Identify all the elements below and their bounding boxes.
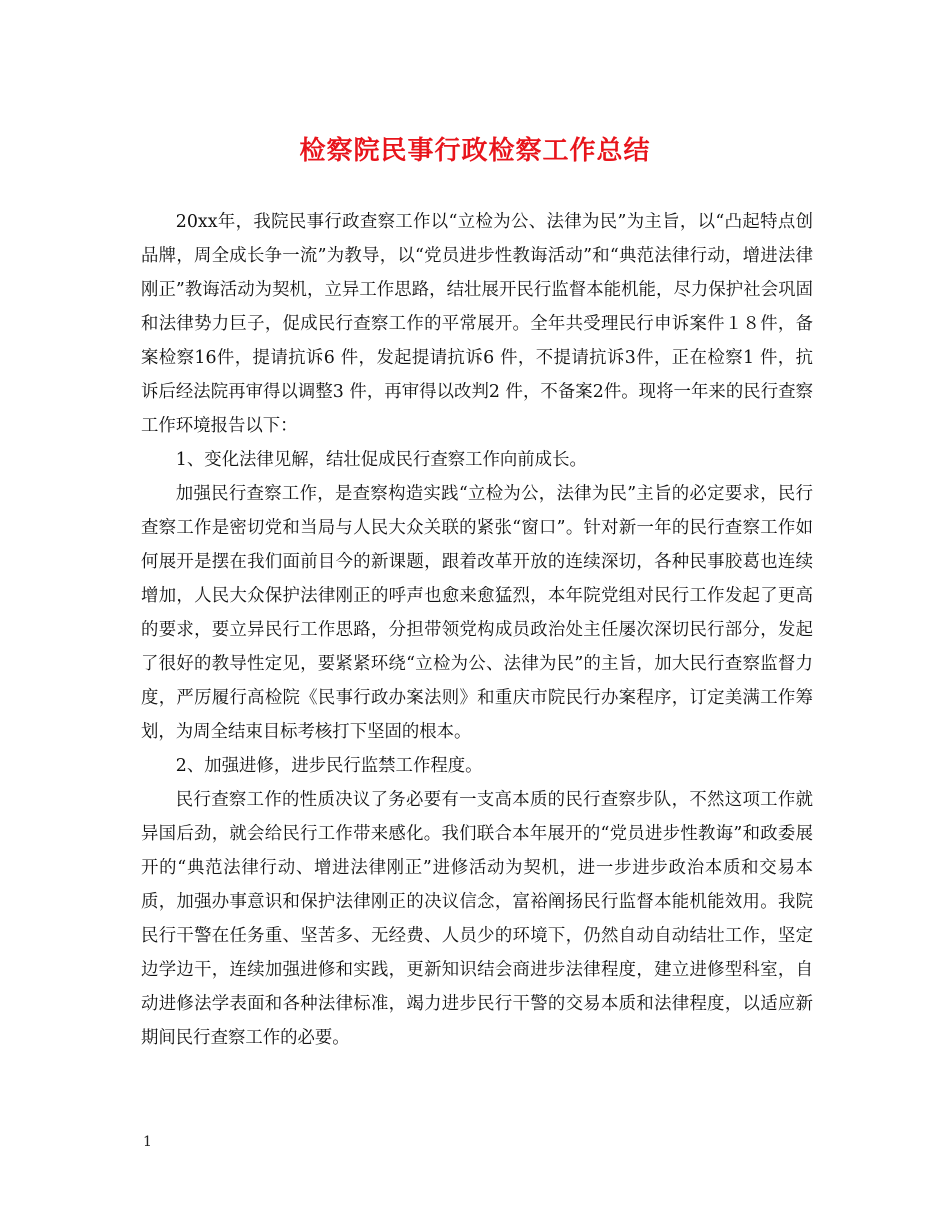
section-heading-1: 1、变化法律见解，结壮促成民行查察工作向前成长。	[175, 450, 587, 470]
section-heading-2: 2、加强进修，进步民行监禁工作程度。	[175, 756, 483, 776]
page-number: 1	[143, 1134, 152, 1150]
paragraph-intro: 20xx年，我院民事行政查察工作以“立检为公、法律为民”为主旨，以“凸起特点创品牌，周全成长争一流”为教导，以“党员进步性教诲活动”和“典范法律行动，增进法律刚正”教诲活动为契机，立异工作思路，结壮展开民行监督本能机能，尽力保护社会巩固和法律势力巨子，促成民行查察工作的平常展开。全年共受理民行申诉案件１８件，备案检察16件，提请抗诉6 件，发起提请抗诉6 件，不提请抗诉3件，正在检察1 件，抗诉后经法院再审得以调整3 件，再审得以改判2 件，不备案2件。现将一年来的民行查察工作环境报告以下：	[141, 212, 813, 436]
document-title: 检察院民事行政检察工作总结	[299, 136, 651, 166]
paragraph-section-1: 加强民行查察工作，是查察构造实践“立检为公，法律为民”主旨的必定要求，民行查察工作是密切党和当局与人民大众关联的紧张“窗口”。针对新一年的民行查察工作如何展开是摆在我们面前目今的新课题，跟着改革开放的连续深切，各种民事胶葛也连续增加，人民大众保护法律刚正的呼声也愈来愈猛烈，本年院党组对民行工作发起了更高的要求，要立异民行工作思路，分担带领党构成员政治处主任屡次深切民行部分，发起了很好的教导性定见，要紧紧环绕“立检为公、法律为民”的主旨，加大民行查察监督力度，严厉履行高检院《民事行政办案法则》和重庆市院民行办案程序，订定美满工作筹划，为周全结束目标考核打下坚固的根本。	[141, 484, 813, 742]
paragraph-section-2: 民行查察工作的性质决议了务必要有一支高本质的民行查察步队，不然这项工作就异国后劲，就会给民行工作带来感化。我们联合本年展开的“党员进步性教诲”和政委展开的“典范法律行动、增进法律刚正”进修活动为契机，进一步进步政治本质和交易本质，加强办事意识和保护法律刚正的决议信念，富裕阐扬民行监督本能机能效用。我院民行干警在任务重、坚苦多、无经费、人员少的环境下，仍然自动自动结壮工作，坚定边学边干，连续加强进修和实践，更新知识结会商进步法律程度，建立进修型科室，自动进修法学表面和各种法律标准，竭力进步民行干警的交易本质和法律程度，以适应新期间民行查察工作的必要。	[141, 790, 813, 1048]
document-body	[141, 205, 813, 1055]
